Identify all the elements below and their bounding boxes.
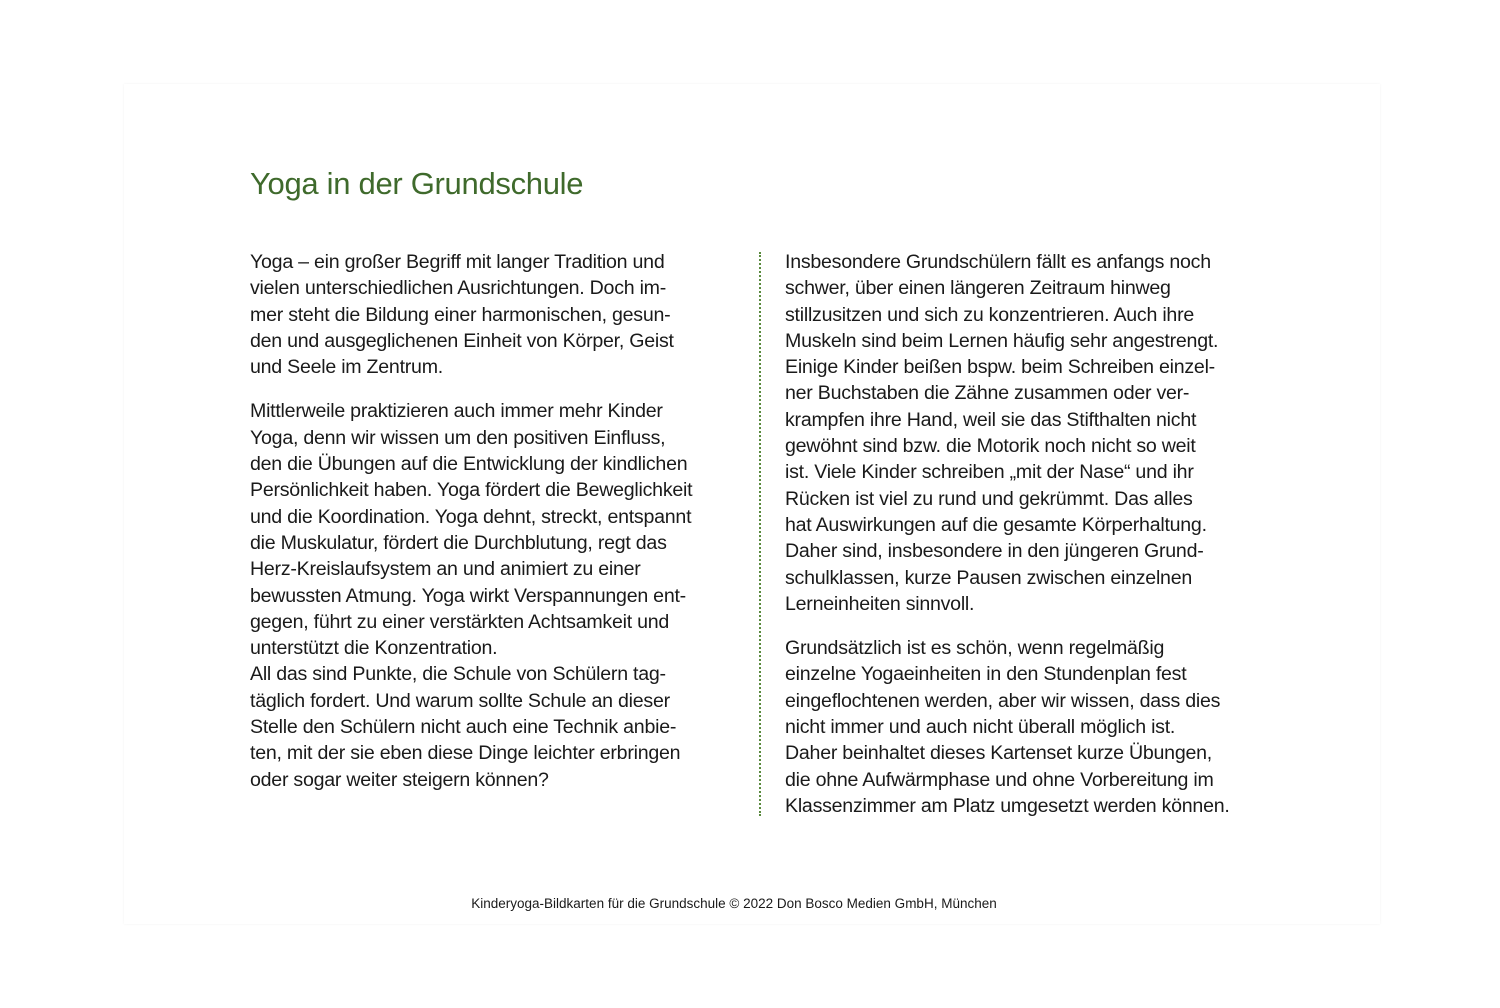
text-line: ist. Viele Kinder schreiben „mit der Nase“ und ihr — [785, 461, 1194, 484]
right-paragraph-1 — [785, 249, 1305, 617]
left-column — [250, 249, 750, 793]
text-line: gegen, führt zu einer verstärkten Achtsamkeit und — [250, 610, 670, 633]
text-line: oder sogar weiter steigern können? — [250, 768, 549, 791]
text-line: Yoga, denn wir wissen um den positiven Einfluss, — [250, 426, 666, 449]
text-line: einzelne Yogaeinheiten in den Stundenplan fest — [785, 663, 1187, 686]
text-line: Yoga – ein großer Begriff mit langer Tradition und — [250, 251, 665, 273]
text-line: mer steht die Bildung einer harmonischen, gesun- — [250, 303, 671, 326]
text-line: Lerneinheiten sinnvoll. — [785, 592, 975, 615]
text-line: Herz-Kreislaufsystem an und animiert zu einer — [250, 558, 641, 581]
page-title: Yoga in der Grundschule — [250, 166, 584, 201]
text-line: unterstützt die Konzentration. — [250, 637, 498, 660]
text-line: bewussten Atmung. Yoga wirkt Verspannungen ent- — [250, 584, 686, 607]
text-line: Klassenzimmer am Platz umgesetzt werden können. — [785, 794, 1230, 817]
text-line: gewöhnt sind bzw. die Motorik noch nicht so weit — [785, 435, 1196, 458]
text-line: eingeflochtenen werden, aber wir wissen, dass dies — [785, 689, 1221, 712]
text-line: All das sind Punkte, die Schule von Schülern tag- — [250, 663, 666, 686]
text-line: Insbesondere Grundschülern fällt es anfangs noch — [785, 251, 1211, 273]
left-paragraph-2 — [250, 398, 750, 792]
right-paragraph-2 — [785, 635, 1305, 819]
right-column — [785, 249, 1305, 819]
text-line: Daher sind, insbesondere in den jüngeren Grund- — [785, 540, 1204, 563]
text-line: und die Koordination. Yoga dehnt, streckt, entspannt — [250, 505, 692, 528]
text-line: krampfen ihre Hand, weil sie das Stifthalten nicht — [785, 408, 1197, 431]
text-line: Einige Kinder beißen bspw. beim Schreiben einzel- — [785, 356, 1215, 379]
text-line: schulklassen, kurze Pausen zwischen einzelnen — [785, 566, 1192, 589]
text-line: Daher beinhaltet dieses Kartenset kurze Übungen, — [785, 742, 1212, 765]
text-line: Mittlerweile praktizieren auch immer mehr Kinder — [250, 400, 663, 423]
text-line: schwer, über einen längeren Zeitraum hinweg — [785, 277, 1171, 300]
text-line: Muskeln sind beim Lernen häufig sehr angestrengt. — [785, 329, 1219, 352]
column-divider — [759, 252, 761, 816]
text-line: hat Auswirkungen auf die gesamte Körperhaltung. — [785, 513, 1207, 536]
text-line: die Muskulatur, fördert die Durchblutung, regt das — [250, 531, 667, 554]
text-line: stillzusitzen und sich zu konzentrieren. Auch ihre — [785, 303, 1194, 326]
text-line: Stelle den Schülern nicht auch eine Technik anbie- — [250, 716, 677, 739]
text-line: den und ausgeglichenen Einheit von Körper, Geist — [250, 329, 674, 352]
text-line: den die Übungen auf die Entwicklung der kindlichen — [250, 453, 688, 476]
text-line: vielen unterschiedlichen Ausrichtungen. Doch im- — [250, 277, 667, 300]
text-line: nicht immer und auch nicht überall möglich ist. — [785, 716, 1176, 739]
text-line: ner Buchstaben die Zähne zusammen oder ver- — [785, 382, 1190, 405]
footer-copyright: Kinderyoga-Bildkarten für die Grundschule © 2022 Don Bosco Medien GmbH, München — [471, 896, 997, 911]
text-line: Rücken ist viel zu rund und gekrümmt. Das alles — [785, 487, 1193, 510]
text-line: Grundsätzlich ist es schön, wenn regelmäßig — [785, 637, 1165, 660]
text-line: täglich fordert. Und warum sollte Schule an dieser — [250, 689, 670, 712]
text-line: die ohne Aufwärmphase und ohne Vorbereitung im — [785, 768, 1214, 791]
left-paragraph-1 — [250, 249, 750, 380]
text-line: Persönlichkeit haben. Yoga fördert die Beweglichkeit — [250, 479, 693, 502]
text-line: ten, mit der sie eben diese Dinge leichter erbringen — [250, 742, 681, 765]
text-line: und Seele im Zentrum. — [250, 356, 443, 379]
